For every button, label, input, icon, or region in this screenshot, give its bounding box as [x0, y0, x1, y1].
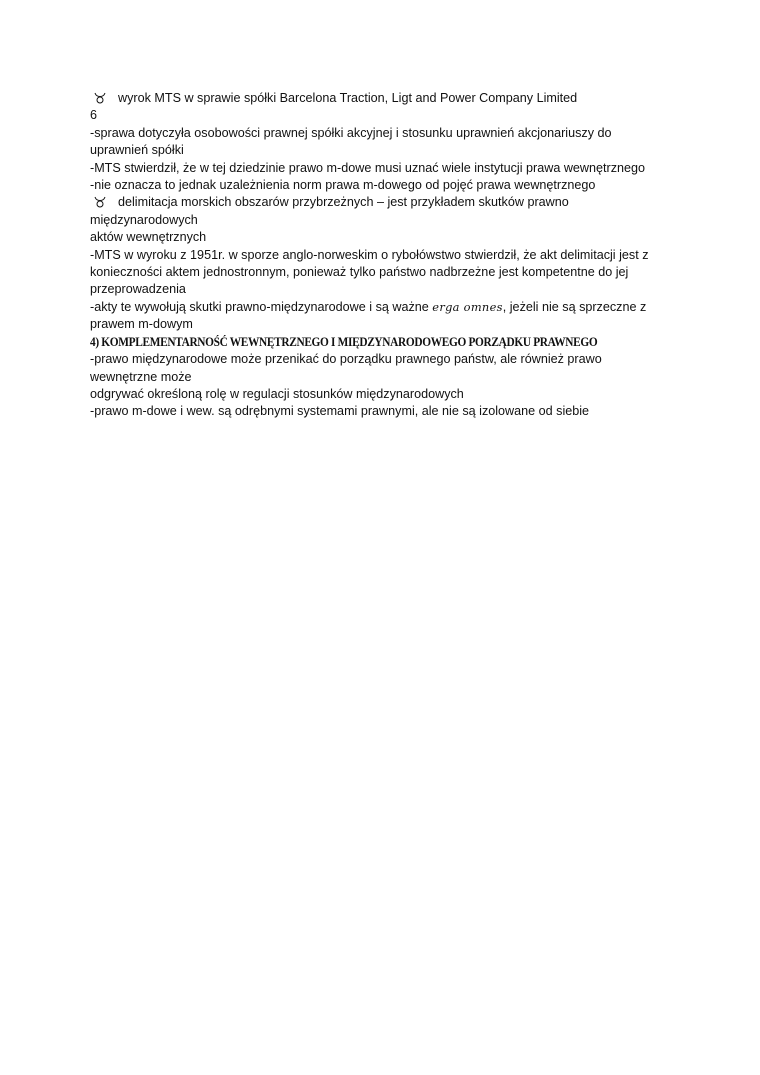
- text-line: uprawnień spółki: [90, 143, 184, 158]
- text-line: -MTS stwierdził, że w tej dziedzinie prawo m-dowe musi uznać wiele instytucji prawa wewnętrznego: [90, 160, 646, 175]
- text-line: -MTS w wyroku z 1951r. w sporze anglo-norweskim o rybołówstwo stwierdził, że akt delimitacji jest z: [90, 247, 649, 262]
- text-line: delimitacja morskich obszarów przybrzeżnych – jest przykładem skutków prawno: [118, 195, 569, 210]
- text-line: międzynarodowych: [90, 212, 198, 227]
- text-line: wewnętrzne może: [90, 369, 192, 384]
- taurus-bullet-icon: [90, 194, 118, 211]
- taurus-bullet-icon: [90, 90, 118, 107]
- text-line: przeprowadzenia: [90, 282, 186, 297]
- italic-term: erga omnes: [432, 299, 503, 314]
- footnote-number: 6: [90, 108, 98, 123]
- text-line: odgrywać określoną rolę w regulacji stosunków międzynarodowych: [90, 386, 464, 401]
- text-line: -nie oznacza to jednak uzależnienia norm prawa m-dowego od pojęć prawa wewnętrznego: [90, 178, 596, 193]
- text-line: wyrok MTS w sprawie spółki Barcelona Traction, Ligt and Power Company Limited: [118, 91, 578, 105]
- document-body: [90, 90, 680, 421]
- text-line: konieczności aktem jednostronnym, ponieważ tylko państwo nadbrzeżne jest kompetentne do jej: [90, 265, 629, 280]
- text-segment: -akty te wywołują skutki prawno-międzynarodowe i są ważne: [90, 299, 433, 314]
- text-line: [90, 299, 680, 316]
- text-line: aktów wewnętrznych: [90, 230, 207, 245]
- text-line: -prawo m-dowe i wew. są odrębnymi systemami prawnymi, ale nie są izolowane od siebie: [90, 404, 590, 419]
- bullet-item-barcelona: [90, 90, 680, 107]
- bullet-item-delimitacja: [90, 194, 680, 211]
- section-heading: 4) KOMPLEMENTARNOŚĆ WEWNĘTRZNEGO I MIĘDZYNARODOWEGO PORZĄDKU PRAWNEGO: [90, 334, 598, 349]
- text-line: -sprawa dotyczyła osobowości prawnej spółki akcyjnej i stosunku uprawnień akcjonariuszy do: [90, 125, 612, 140]
- text-segment: , jeżeli nie są sprzeczne z: [502, 299, 647, 314]
- text-line: prawem m-dowym: [90, 317, 193, 332]
- text-line: -prawo międzynarodowe może przenikać do porządku prawnego państw, ale również prawo: [90, 352, 602, 367]
